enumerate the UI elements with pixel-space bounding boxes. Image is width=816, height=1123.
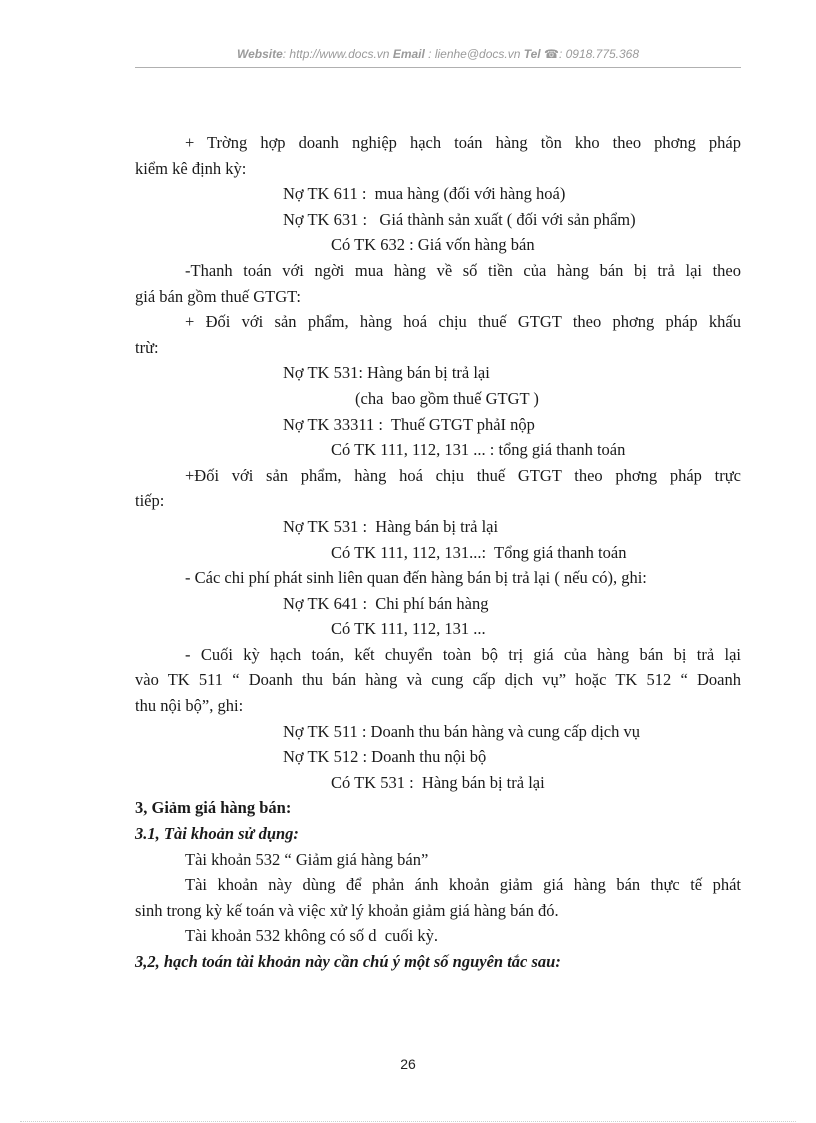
- paragraph-line: - Cuối kỳ hạch toán, kết chuyển toàn bộ trị giá của hàng bán bị trả lại: [185, 644, 741, 664]
- journal-entry-debit: Nợ TK 611 : mua hàng (đối với hàng hoá): [283, 184, 566, 204]
- paragraph-line: + Trờng hợp doanh nghiệp hạch toán hàng tồn kho theo phơng pháp: [185, 133, 741, 152]
- paragraph-line: trừ:: [135, 337, 159, 357]
- paragraph-line: Tài khoản này dùng để phản ánh khoản giảm giá hàng bán thực tế phát: [185, 875, 741, 895]
- paragraph-line: tiếp:: [135, 491, 165, 511]
- paragraph-line: thu nội bộ”, ghi:: [135, 696, 244, 716]
- journal-entry-credit: Có TK 632 : Giá vốn hàng bán: [331, 235, 535, 255]
- section-heading: 3, Giảm giá hàng bán:: [135, 798, 292, 818]
- journal-entry-debit: Nợ TK 512 : Doanh thu nội bộ: [283, 747, 487, 767]
- document-body: [135, 130, 741, 975]
- journal-entry-note: (cha bao gồm thuế GTGT ): [355, 388, 539, 408]
- paragraph-line: - Các chi phí phát sinh liên quan đến hàng bán bị trả lại ( nếu có), ghi:: [185, 568, 647, 588]
- journal-entry-credit: Có TK 531 : Hàng bán bị trả lại: [331, 772, 545, 792]
- email-label: Email: [392, 47, 425, 61]
- paragraph-line: sinh trong kỳ kế toán và việc xử lý khoản giảm giá hàng bán đó.: [135, 900, 559, 920]
- journal-entry-debit: Nợ TK 641 : Chi phí bán hàng: [283, 593, 489, 613]
- email-value: : lienhe@docs.vn: [424, 47, 521, 61]
- paragraph-line: Tài khoản 532 không có số d cuối kỳ.: [185, 926, 438, 946]
- paragraph-line: giá bán gồm thuế GTGT:: [135, 286, 301, 306]
- subsection-heading: 3.1, Tài khoản sử dụng:: [135, 824, 299, 844]
- journal-entry-debit: Nợ TK 33311 : Thuế GTGT phảI nộp: [283, 414, 535, 434]
- paragraph-line: kiểm kê định kỳ:: [135, 158, 247, 178]
- page-number: 26: [400, 1056, 416, 1072]
- journal-entry-credit: Có TK 111, 112, 131...: Tổng giá thanh toán: [331, 542, 627, 562]
- website-label: Website: [236, 47, 283, 61]
- journal-entry-credit: Có TK 111, 112, 131 ... : tổng giá thanh toán: [331, 440, 626, 460]
- paragraph-line: vào TK 511 “ Doanh thu bán hàng và cung cấp dịch vụ” hoặc TK 512 “ Doanh: [135, 670, 741, 690]
- subsection-heading: 3,2, hạch toán tài khoản này cần chú ý một số nguyên tắc sau:: [135, 952, 561, 971]
- journal-entry-debit: Nợ TK 631 : Giá thành sản xuất ( đối với sản phẩm): [283, 209, 636, 229]
- footer-divider: [20, 1121, 796, 1122]
- header-divider: [135, 67, 741, 68]
- tel-label: Tel: [523, 47, 541, 61]
- paragraph-line: +Đối với sản phẩm, hàng hoá chịu thuế GTGT theo phơng pháp trực: [185, 465, 741, 485]
- paragraph-line: -Thanh toán với ngời mua hàng về số tiền của hàng bán bị trả lại theo: [185, 260, 741, 280]
- tel-value: : 0918.775.368: [558, 47, 640, 61]
- page-header: [135, 47, 741, 69]
- website-value: : http://www.docs.vn: [282, 47, 390, 61]
- journal-entry-debit: Nợ TK 531 : Hàng bán bị trả lại: [283, 516, 499, 536]
- paragraph-line: Tài khoản 532 “ Giảm giá hàng bán”: [185, 849, 429, 869]
- journal-entry-debit: Nợ TK 511 : Doanh thu bán hàng và cung cấp dịch vụ: [283, 721, 640, 741]
- journal-entry-debit: Nợ TK 531: Hàng bán bị trả lại: [283, 363, 490, 383]
- paragraph-line: + Đối với sản phẩm, hàng hoá chịu thuế GTGT theo phơng pháp khấu: [185, 312, 741, 332]
- journal-entry-credit: Có TK 111, 112, 131 ...: [331, 619, 486, 639]
- phone-icon: ☎: [544, 47, 559, 61]
